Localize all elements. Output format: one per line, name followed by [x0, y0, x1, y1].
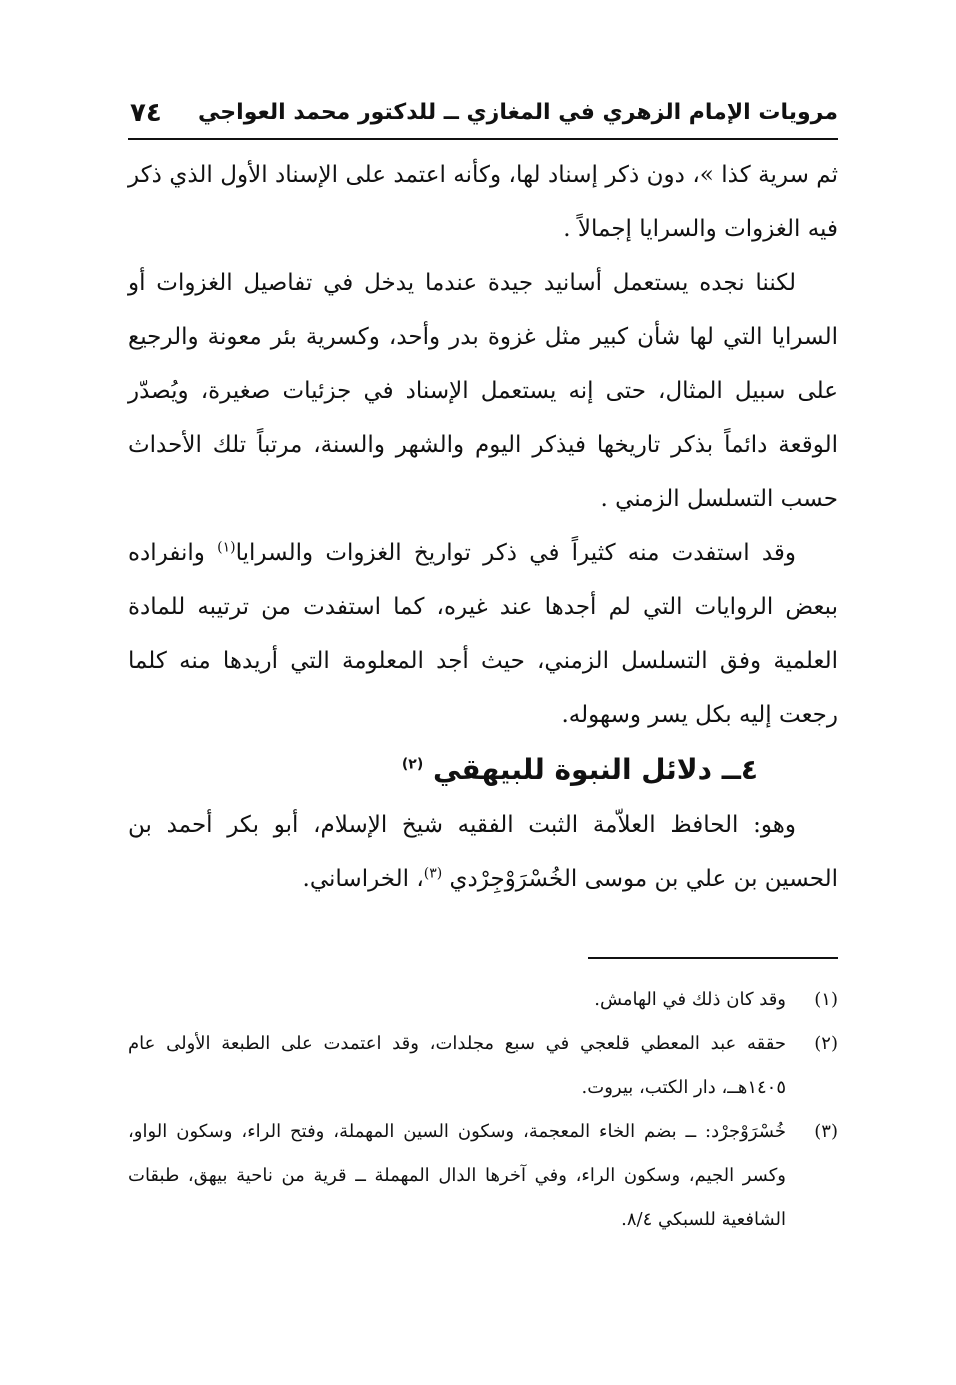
- footnote-number: (١): [814, 989, 838, 1010]
- main-text: [128, 148, 838, 906]
- footnote-text: حققه عبد المعطي قلعجي في سبع مجلدات، وقد اعتمدت على الطبعة الأولى عام ١٤٠٥هــ، دار الكتب، بيروت.: [128, 1033, 786, 1098]
- footnote-ref-3: (٣): [423, 865, 443, 882]
- paragraph-biography-text-end: ، الخراساني.: [302, 866, 424, 892]
- header-title: مرويات الإمام الزهري في المغازي ــ للدكتور محمد العواجي: [198, 100, 838, 125]
- section-heading: [128, 742, 838, 798]
- paragraph-continuation: ثم سرية كذا »، دون ذكر إسناد لها، وكأنه اعتمد على الإسناد الأول الذي ذكر فيه الغزوات والسرايا إجمالاً .: [128, 162, 838, 242]
- paragraph-biography: [128, 798, 838, 906]
- footnote-2: [128, 1022, 838, 1110]
- footnote-text: خُسْرَوْجرْد: ــ بضم الخاء المعجمة، وسكون السين المهملة، وفتح الراء، وسكون الواو، وكسر الجيم، وسكون الراء، وفي آخرها الدال المهملة ــ قرية من ناحية بيهق، طبقات الشافعية للسبكي ٨/٤.: [128, 1121, 786, 1230]
- page-number: ٧٤: [130, 98, 162, 128]
- paragraph-benefit-text-end: وانفراده ببعض الروايات التي لم أجدها عند غيره، كما استفدت من ترتيبه للمادة العلمية وفق التسلسل الزمني، حيث أجد المعلومة التي أريدها منه كلما رجعت إليه بكل يسر وسهوله.: [128, 540, 838, 728]
- paragraph-biography-text-start: وهو: الحافظ العلاّمة الثبت الفقيه شيخ الإسلام، أبو بكر أحمد بن الحسين بن علي بن موسى الخُسْرَوْجِرْدي: [128, 812, 838, 892]
- footnote-ref-2: (٢): [401, 756, 424, 773]
- footnotes: [128, 978, 838, 1242]
- footnote-1: [128, 978, 838, 1022]
- footnote-3: [128, 1110, 838, 1242]
- footnote-number: (٢): [814, 1033, 838, 1054]
- paragraph-benefit: [128, 526, 838, 742]
- footnote-ref-1: (١): [217, 539, 236, 556]
- paragraph-benefit-text-start: وقد استفدت منه كثيراً في ذكر تواريخ الغزوات والسرايا: [235, 540, 796, 566]
- paragraph-isnad-usage: لكننا نجده يستعمل أسانيد جيدة عندما يدخل في تفاصيل الغزوات أو السرايا التي لها شأن كبير مثل غزوة بدر وأحد، وكسرية بئر معونة والرجيع على سبيل المثال، حتى إنه يستعمل الإسناد في جزئيات صغيرة، ويُصدّر الوقعة دائماً بذكر تاريخها فيذكر اليوم والشهر والسنة، مرتباً تلك الأحداث حسب التسلسل الزمني .: [128, 270, 838, 512]
- section-heading-text: ٤ــ دلائل النبوة للبيهقي: [432, 753, 758, 786]
- footnote-separator: [588, 957, 838, 959]
- footnote-number: (٣): [814, 1121, 838, 1142]
- running-header: [128, 96, 838, 140]
- footnote-text: وقد كان ذلك في الهامش.: [594, 989, 786, 1010]
